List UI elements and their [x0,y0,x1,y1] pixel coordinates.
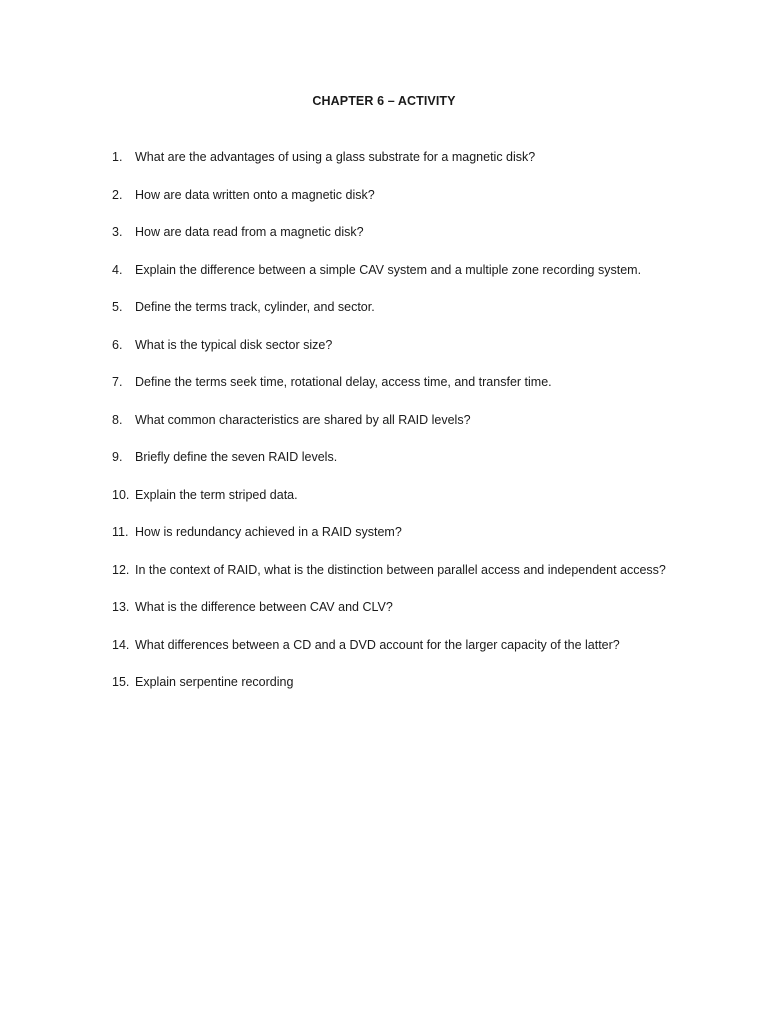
question-text: Explain the difference between a simple CAV system and a multiple zone recording system. [135,262,642,277]
question-number: 9. [112,450,123,464]
question-text: How are data written onto a magnetic disk? [135,187,375,202]
question-number: 14. [112,637,130,652]
question-item-8 [112,413,732,451]
question-number: 3. [112,225,123,239]
question-number: 12. [112,562,130,577]
question-list [112,150,732,713]
question-text: How is redundancy achieved in a RAID system? [135,525,402,539]
question-text: In the context of RAID, what is the distinction between parallel access and independent access? [135,562,666,577]
question-item-13 [112,600,732,638]
question-number: 4. [112,262,123,277]
question-number: 11. [112,525,129,539]
question-text: What is the difference between CAV and CLV? [135,600,393,614]
question-text: Define the terms track, cylinder, and sector. [135,300,375,314]
question-item-14 [112,638,732,676]
question-item-5 [112,300,732,338]
page-title: CHAPTER 6 – ACTIVITY [312,94,456,108]
question-number: 2. [112,187,123,202]
question-item-3 [112,225,732,263]
question-number: 10. [112,487,130,502]
question-text: Explain serpentine recording [135,675,294,689]
question-text: Briefly define the seven RAID levels. [135,450,338,464]
question-text: What differences between a CD and a DVD account for the larger capacity of the latter? [135,637,620,652]
question-number: 15. [112,675,130,689]
question-text: What are the advantages of using a glass substrate for a magnetic disk? [135,150,536,164]
question-item-12 [112,563,732,601]
question-number: 5. [112,300,123,314]
question-item-1 [112,150,732,188]
question-item-15 [112,675,732,713]
question-text: How are data read from a magnetic disk? [135,225,364,239]
question-item-2 [112,188,732,226]
question-number: 6. [112,337,123,352]
question-text: Explain the term striped data. [135,487,298,502]
question-number: 8. [112,412,123,427]
question-number: 7. [112,375,123,389]
question-number: 1. [112,150,123,164]
question-text: Define the terms seek time, rotational delay, access time, and transfer time. [135,375,552,389]
question-item-6 [112,338,732,376]
question-text: What is the typical disk sector size? [135,337,333,352]
question-item-4 [112,263,732,301]
question-item-7 [112,375,732,413]
question-item-9 [112,450,732,488]
question-number: 13. [112,600,130,614]
question-item-11 [112,525,732,563]
question-item-10 [112,488,732,526]
question-text: What common characteristics are shared by all RAID levels? [135,412,471,427]
